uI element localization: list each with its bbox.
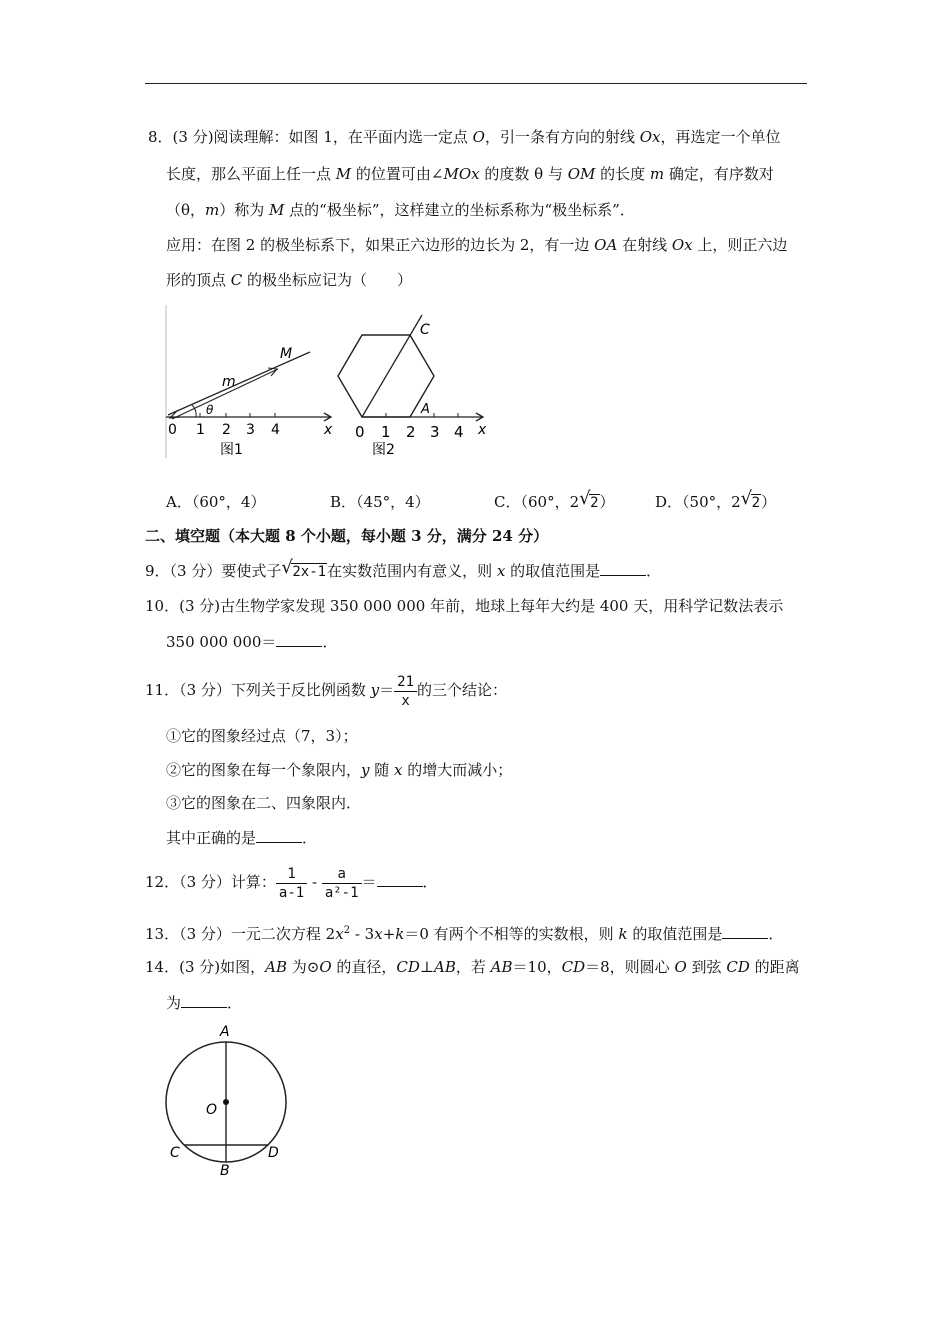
q12-answer-blank[interactable] <box>377 872 423 887</box>
fig2-label-A: A <box>421 402 430 417</box>
q14-line-1: 14．(3 分)如图，AB 为⊙O 的直径，CD⊥AB，若 AB＝10，CD＝8，则圆心 O 到弦 CD 的距离 <box>145 958 800 976</box>
fig1-tick-0: 0 <box>168 422 177 438</box>
fig2-tick-0: 0 <box>355 423 365 441</box>
fig1-label-x: x <box>324 422 333 438</box>
q12: 12．（3 分）计算： $\frac{1}{a-1}$ - $\frac{a}{\text{a²-1}}$ ＝ ． <box>145 865 438 901</box>
fig1-label-m: m <box>222 374 236 390</box>
header-rule <box>145 83 807 84</box>
label-D: D <box>268 1145 279 1161</box>
fig1-label-M: M <box>280 346 293 362</box>
fig1-tick-1: 1 <box>196 422 205 438</box>
q14-circle-figure <box>160 1018 300 1183</box>
q8-line-3: （θ，m）称为 M 点的“极坐标”，这样建立的坐标系称为“极坐标系”． <box>166 201 635 219</box>
q13-answer-blank[interactable] <box>722 924 768 939</box>
q10-line-1: 10．(3 分)古生物学家发现 350 000 000 年前，地球上每年大约是 400 天，用科学记数法表示 <box>145 597 784 615</box>
q11-stem: 11．（3 分）下列关于反比例函数 y＝ $\frac{21}{x}$ 的三个结论： <box>145 673 508 709</box>
q8-line-2: 长度，那么平面上任一点 M 的位置可由∠MOx 的度数 θ 与 OM 的长度 m 确定，有序数对 <box>166 165 774 183</box>
q9-answer-blank[interactable] <box>600 561 646 576</box>
fig2-tick-4: 4 <box>454 423 464 441</box>
q8-option-d: D．（50°，2 √ 2） <box>655 488 777 511</box>
q11-conclusion-2: ②它的图象在每一个象限内，y 随 x 的增大而减小； <box>166 761 513 779</box>
fig1-label-theta: θ <box>206 403 214 417</box>
fig2-tick-3: 3 <box>430 423 440 441</box>
q8-option-a: A．（60°，4） <box>166 493 266 511</box>
q11-conclusion-3: ③它的图象在二、四象限内． <box>166 794 362 812</box>
figure-1 <box>166 346 333 458</box>
fig1-caption: 图1 <box>220 442 243 458</box>
fig1-tick-4: 4 <box>271 422 280 438</box>
q8-option-b: B．（45°，4） <box>330 493 430 511</box>
label-B: B <box>220 1163 230 1179</box>
label-A: A <box>220 1024 230 1040</box>
q13: 13．（3 分）一元二次方程 $2x^2 - 3x+k=0$ 有两个不相等的实数根，则 k 的取值范围是 ． <box>145 925 784 943</box>
fig2-caption: 图2 <box>372 442 395 458</box>
q10-line-2: 350 000 000＝ ． <box>166 633 338 651</box>
q11-conclusion-1: ①它的图象经过点（7，3）； <box>166 727 358 745</box>
q8-figures <box>160 300 500 465</box>
label-O: O <box>206 1102 218 1118</box>
fig2-label-x: x <box>478 422 487 438</box>
q8-line-1: 8．(3 分)阅读理解：如图 1，在平面内选一定点 O，引一条有方向的射线 Ox，再选定一个单位 <box>148 128 781 146</box>
label-C: C <box>170 1145 180 1161</box>
section-2-heading: 二、填空题（本大题 8 个小题，每小题 3 分，满分 24 分） <box>145 527 549 545</box>
q10-answer-blank[interactable] <box>276 632 322 647</box>
fig1-tick-2: 2 <box>222 422 231 438</box>
fig2-tick-2: 2 <box>406 423 416 441</box>
q11-ask: 其中正确的是 ． <box>166 829 318 847</box>
q11-answer-blank[interactable] <box>256 828 302 843</box>
fig2-tick-1: 1 <box>381 423 391 441</box>
figure-2 <box>338 315 487 458</box>
q8-option-c: C．（60°，2 √ 2） <box>494 488 615 511</box>
fig1-tick-3: 3 <box>246 422 255 438</box>
center-point <box>223 1099 229 1105</box>
q8-line-4: 应用：在图 2 的极坐标系下，如果正六边形的边长为 2，有一边 OA 在射线 Ox 上，则正六边 <box>166 236 788 254</box>
fig2-label-C: C <box>420 322 430 338</box>
q14-answer-blank[interactable] <box>181 993 227 1008</box>
q8-line-5: 形的顶点 C 的极坐标应记为（ ） <box>166 271 413 289</box>
q9: 9．（3 分）要使式子 √ 2x-1在实数范围内有意义，则 x 的取值范围是 ． <box>145 557 662 580</box>
q14-line-2: 为 ． <box>166 994 243 1012</box>
